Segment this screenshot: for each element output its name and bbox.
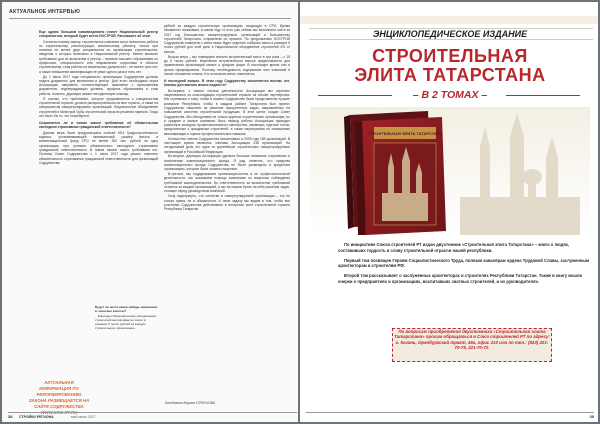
interview-answer: В-третьих, мы поддерживаем организации-члены в их профессиональной деятельности, мы оказываем помощь компаниям по вопросам соблюдения требований законодательства. Но ответственность за выполнение требований остается за каждой организацией, и мы не можем брать на себя решение задач, стоящих перед руководством компаний.: [164, 172, 290, 194]
interview-answer: Согласно новому закону, строительные компании могут выполнять работы по строительству, реконструкции, капитальному ремонту, только при наличии не менее двух специалистов по организации строительства, сведения о которых включены в Национальный реестр. Менее мальнее требование для их включения в реестр – наличие высшего образования по профессии, специальности или направлению подготовки в области строительства, стаж работы на инженерных должностях – не менее трех лет, а также повышение квалификации не реже одного раза в пять лет.: [39, 39, 158, 74]
left-page: [2, 2, 298, 422]
announcement-paragraph: Первый том посвящен Героям Социалистического Труда, полным кавалерам ордена Трудовой Славы, заслуженным архитекторам и строителям РФ.: [338, 257, 590, 269]
announcement-paragraph: По инициативе Союза строителей РТ издан двухтомник «Строительная элита Татарстана» – книга о людях, составивших гордость и славу строительной отрасли нашей республики.: [338, 242, 570, 253]
right-page: [300, 2, 598, 422]
headline: [318, 47, 582, 85]
interview-answer: Ежегодно Национальному объединению строителей выплачивается взнос в размере 5 тысяч рублей за каждую строительную организацию.: [95, 314, 157, 330]
interview-answer: Я считаю, что требование, которое предъявляется к специалистам строительной отрасли, должно распространяться на всю отрасль, а также на специалистов саморегулируемых организаций. Национальное объединение строителей и Минстрой Чубы строительной отрасли решения приняли. Тогда это было бы то, что потребуется.: [39, 96, 158, 118]
article-column-2: [164, 24, 290, 418]
interview-answer: рублей за каждую строительную организацию, входящую в СРО. Время неизменно показывает, в каком году то есть уже сейчас мы выполнили счета за 2017 год большинство саморегулируемых организаций и большинство строителей Татарстана, отправлены по причине. По предложению НОСТРОЙ Содружество намерено с июля также будет отделять собирать взнос в размере 5 тысяч рублей для этой цели в Национальное объединение строителей 2% от взноса.: [164, 24, 290, 54]
announcement-body: [338, 242, 592, 289]
books-illustration: [310, 107, 590, 235]
promo-sidebar: АКТУАЛЬНАЯ ИНФОРМАЦИЯ ПО РЕФОРМИРОВАНИЮ ЗАКОНА РАЗМЕЩАЕТСЯ НА САЙТЕ СОДРУЖЕСТВА WWW.SRO-RT.RU: [28, 380, 90, 415]
divider: [506, 95, 580, 96]
interview-answer: Вторая мера – мы планируем снизить вступительный взнос в три раза – с 15 до 5 тысяч рублей. Изменения вступительного взноса предполагается для привлечения организаций малых и средних форм. В настоящее время они в целом сформированы. Поэтому, необходимость содержания этих компаний в таком отношении отпала. И в остальном взнос отменяется.: [164, 54, 290, 76]
headline-line-2: ЭЛИТА ТАТАРСТАНА: [354, 65, 546, 85]
section-tag: АКТУАЛЬНОЕ ИНТЕРВЬЮ: [9, 9, 81, 15]
headline-line-1: СТРОИТЕЛЬНАЯ: [372, 46, 528, 66]
page-number: 38: [8, 414, 13, 419]
interview-answer: Хочу подчеркнуть, что членство в саморегулируемой организации – это не только права, но и обязанности. И свою задачу мы видим в том, чтобы все участники Содружества действовали в интересах всей строительной отрасли Республики Татарстан.: [164, 194, 290, 212]
page-footer-left: [8, 412, 297, 420]
author-credit: Беседовала Марина ГОРБУНОВА: [165, 401, 215, 405]
divider: [318, 95, 392, 96]
article-column-bottom: [95, 305, 158, 409]
kicker-label: ЭНЦИКЛОПЕДИЧЕСКОЕ ИЗДАНИЕ: [372, 29, 528, 39]
interview-answer: До 1 июля 2017 года специалисты организации Содружества должны подать документы для включения в реестр. Для этого необходимо через Ассоциацию направить соответствующее заявление с приложением документов, подтверждающих уровень, профиль образования и стаж работы. Конечно, дирекция окажет методическую помощь.: [39, 74, 158, 96]
book-cover-title: СТРОИТЕЛЬНАЯ ЭЛИТА ТАТАРСТАНА: [367, 131, 443, 136]
interview-question: Будут ли нести какие-нибудь изменения в членские взносы?: [95, 305, 158, 313]
interview-answer: Во-вторых, дирекция Ассоциации уделяла большое внимание сохранению и пополнению компенсационного фонда. Я рад отметить, что средства компенсационного фонда Содружества не были размещены в кредитных организациях, которые были лишены лицензии.: [164, 154, 290, 172]
magazine-name: СТРОЙКИ РЕГИОНА: [19, 415, 54, 419]
announcement-paragraph: Второй том рассказывает о заслуженных архитекторах и строителях Республики Татарстан. Также в книгу вошли очерки о предприятиях и организациях, воспитавших знатных строителей, и их руководителях.: [338, 273, 583, 284]
contact-info: По вопросам приобретения двухтомника «Строительная элита Татарстана» просим обращаться в Союз строителей РТ по адресу: г. Казань, Оренбургский тракт, 46а, офис 210 или по тел.: (843) 221-70-75, 221-70-72.: [394, 329, 550, 351]
top-band: [300, 16, 598, 24]
page-footer-right: [306, 412, 594, 420]
interview-answer: Количество членов Содружества насчитывало в 2009 году 189 организаций. В настоящее время являются членами Ассоциации 236 организаций. На сегодняшний день это одна из крупнейших строительных саморегулируемых организаций в Российской Федерации.: [164, 136, 290, 154]
interview-question: И последний вопрос. В этом году Содружеству исполняется восемь лет. Каковы достижения можно подвести?: [164, 79, 290, 88]
issue-date: май-июнь 2017: [71, 415, 96, 419]
volumes-label: – В 2 ТОМАХ –: [412, 89, 488, 101]
interview-answer: Данная мера была предусмотрена статьей 55.4 Градостроительного кодекса, устанавливающей минимальный размер взноса в компенсационный фонд СРО не менее 300 тыс. рублей на одну организацию при условии обязательного ежегодного страхования гражданской ответственности. В новом законе такого требования нет. Поэтому Совет Содружества с 1 июля 2017 года решил отменить обязательность страхования гражданской ответственности для организаций Содружества.: [39, 130, 158, 165]
interview-question: Сохраняется ли в новом законе требование об обязательном ежегодном страховании гражданской ответственности?: [39, 121, 158, 130]
page-number: 39: [589, 414, 594, 419]
interview-answer: Во-первых, с самого начала деятельности Ассоциации мы серьезно нацеливались на консолидацию строительной отрасли на основе партнерства. Мы стремимся к тому, чтобы в нашем Содружестве были представлены лучшие компании Республики, чтобы в каждом районе Татарстана был принят. Содружество нацелено на решение приоритетных задач, направленных на повышение качества строительной продукции. В этих целях создан Совет Содружества. Мы объединяем не только крупные строительные организации, но и средние и малые компании. Весь период работы Ассоциация проводит различные конкурсы профессионального мастерства, семинары, круглые столы, приуроченные к праздникам строителей, а также мероприятия по повышению квалификации и оценке профессиональных навыков.: [164, 88, 290, 136]
divider: [9, 18, 291, 19]
interview-question: Еще одним большим нововведением станет Национальный реестр специалистов, который будет вести НОСТРОЙ. Расскажите об этом.: [39, 30, 158, 39]
